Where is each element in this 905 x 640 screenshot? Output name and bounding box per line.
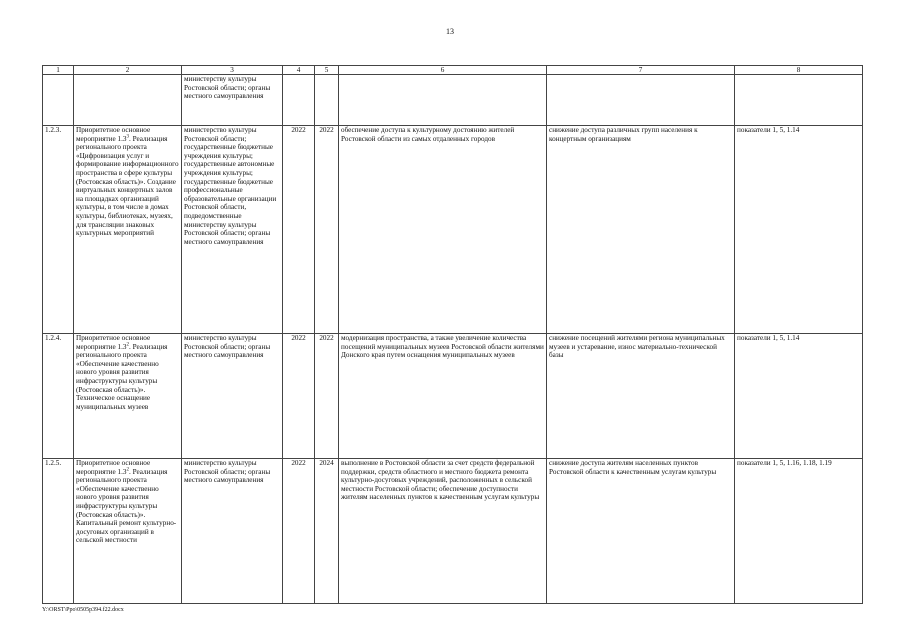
measure-name-text: Приоритетное основное мероприятие 1.3 <box>76 126 151 143</box>
start-year: 2022 <box>283 459 315 604</box>
column-number: 1 <box>43 66 74 75</box>
executor-cell: министерству культуры Ростовской области; органы местного самоуправления <box>182 75 283 126</box>
footnote-mark: 2 <box>126 467 129 473</box>
end-year: 2024 <box>315 459 339 604</box>
row-number: 1.2.3. <box>43 126 74 334</box>
expected-result: выполнение в Ростовской области за счет средств федеральной поддержки, средств областного и местного бюджета ремонта культурно-досуговых учреждений, расположенных в сельской местности Ростовской области; обеспечение доступности жителям населенных пунктов к качественным услугам культуры <box>339 459 547 604</box>
expected-result: модернизация пространства, а также увеличение количества посещений муниципальных музеев Ростовской области жителями Донского края путем оснащения муниципальных музеев <box>339 334 547 459</box>
start-year: 2022 <box>283 126 315 334</box>
expected-result: обеспечение доступа к культурному достоянию жителей Ростовской области из самых отдаленных городов <box>339 126 547 334</box>
executor-cell: министерство культуры Ростовской области; органы местного самоуправления <box>182 459 283 604</box>
row-number: 1.2.4. <box>43 334 74 459</box>
executor-cell: министерство культуры Ростовской области; органы местного самоуправления <box>182 334 283 459</box>
non-implementation-consequence: снижение посещений жителями региона муниципальных музеев и устаревание, износ материально-технической базы <box>547 334 735 459</box>
start-year <box>283 75 315 126</box>
start-year: 2022 <box>283 334 315 459</box>
end-year <box>315 75 339 126</box>
row-number: 1.2.5. <box>43 459 74 604</box>
page-number: 13 <box>446 27 454 36</box>
measure-name-text: . Реализация регионального проекта «Цифровизация услуг и формирование информационного пространства в сфере культуры (Ростовская область)». Создание виртуальных концертных залов на площадках организаций культуры, в том числе в домах культуры, библиотеках, музеях, для трансляции знаковых культурных мероприятий <box>76 134 179 238</box>
footnote-mark: 2 <box>126 342 129 348</box>
indicator-link: показатели 1, 5, 1.14 <box>735 126 863 334</box>
measure-name <box>74 75 182 126</box>
measure-name-text: Приоритетное основное мероприятие 1.3 <box>76 334 151 351</box>
column-number: 2 <box>74 66 182 75</box>
indicator-link: показатели 1, 5, 1.16, 1.18, 1.19 <box>735 459 863 604</box>
table-row <box>43 126 863 334</box>
table-row <box>43 334 863 459</box>
expected-result <box>339 75 547 126</box>
file-path-footer: Y:\ORST\Ppo\0505p394.f22.docx <box>42 607 124 613</box>
column-number: 4 <box>283 66 315 75</box>
measures-table <box>42 65 863 604</box>
measure-name <box>74 126 182 334</box>
non-implementation-consequence: снижение доступа жителям населенных пунктов Ростовской области к качественным услугам культуры <box>547 459 735 604</box>
measure-name-text: . Реализация регионального проекта «Обеспечение качественно нового уровня развития инфраструктуры культуры (Ростовская область)». Техническое оснащение муниципальных музеев <box>76 342 168 411</box>
indicator-link: показатели 1, 5, 1.14 <box>735 334 863 459</box>
column-number: 3 <box>182 66 283 75</box>
column-number: 6 <box>339 66 547 75</box>
column-number: 5 <box>315 66 339 75</box>
measure-name-text: Приоритетное основное мероприятие 1.3 <box>76 459 151 476</box>
non-implementation-consequence: снижение доступа различных групп населения к концертным организациям <box>547 126 735 334</box>
measure-name-text: . Реализация регионального проекта «Обеспечение качественно нового уровня развития инфраструктуры культуры (Ростовская область)». Капитальный ремонт культурно-досуговых организаций в сельской местности <box>76 467 177 545</box>
non-implementation-consequence <box>547 75 735 126</box>
indicator-link <box>735 75 863 126</box>
footnote-mark: 3 <box>126 134 129 140</box>
column-number: 7 <box>547 66 735 75</box>
row-number <box>43 75 74 126</box>
column-number-row <box>43 66 863 75</box>
table-row <box>43 75 863 126</box>
end-year: 2022 <box>315 126 339 334</box>
measure-name <box>74 459 182 604</box>
table-row <box>43 459 863 604</box>
end-year: 2022 <box>315 334 339 459</box>
measure-name <box>74 334 182 459</box>
executor-cell: министерство культуры Ростовской области; государственные бюджетные учреждения культуры; государственные автономные учреждения культуры; государственные бюджетные профессиональные образовательные организации Ростовской области, подведомственные министерству культуры Ростовской области; органы местного самоуправления <box>182 126 283 334</box>
column-number: 8 <box>735 66 863 75</box>
